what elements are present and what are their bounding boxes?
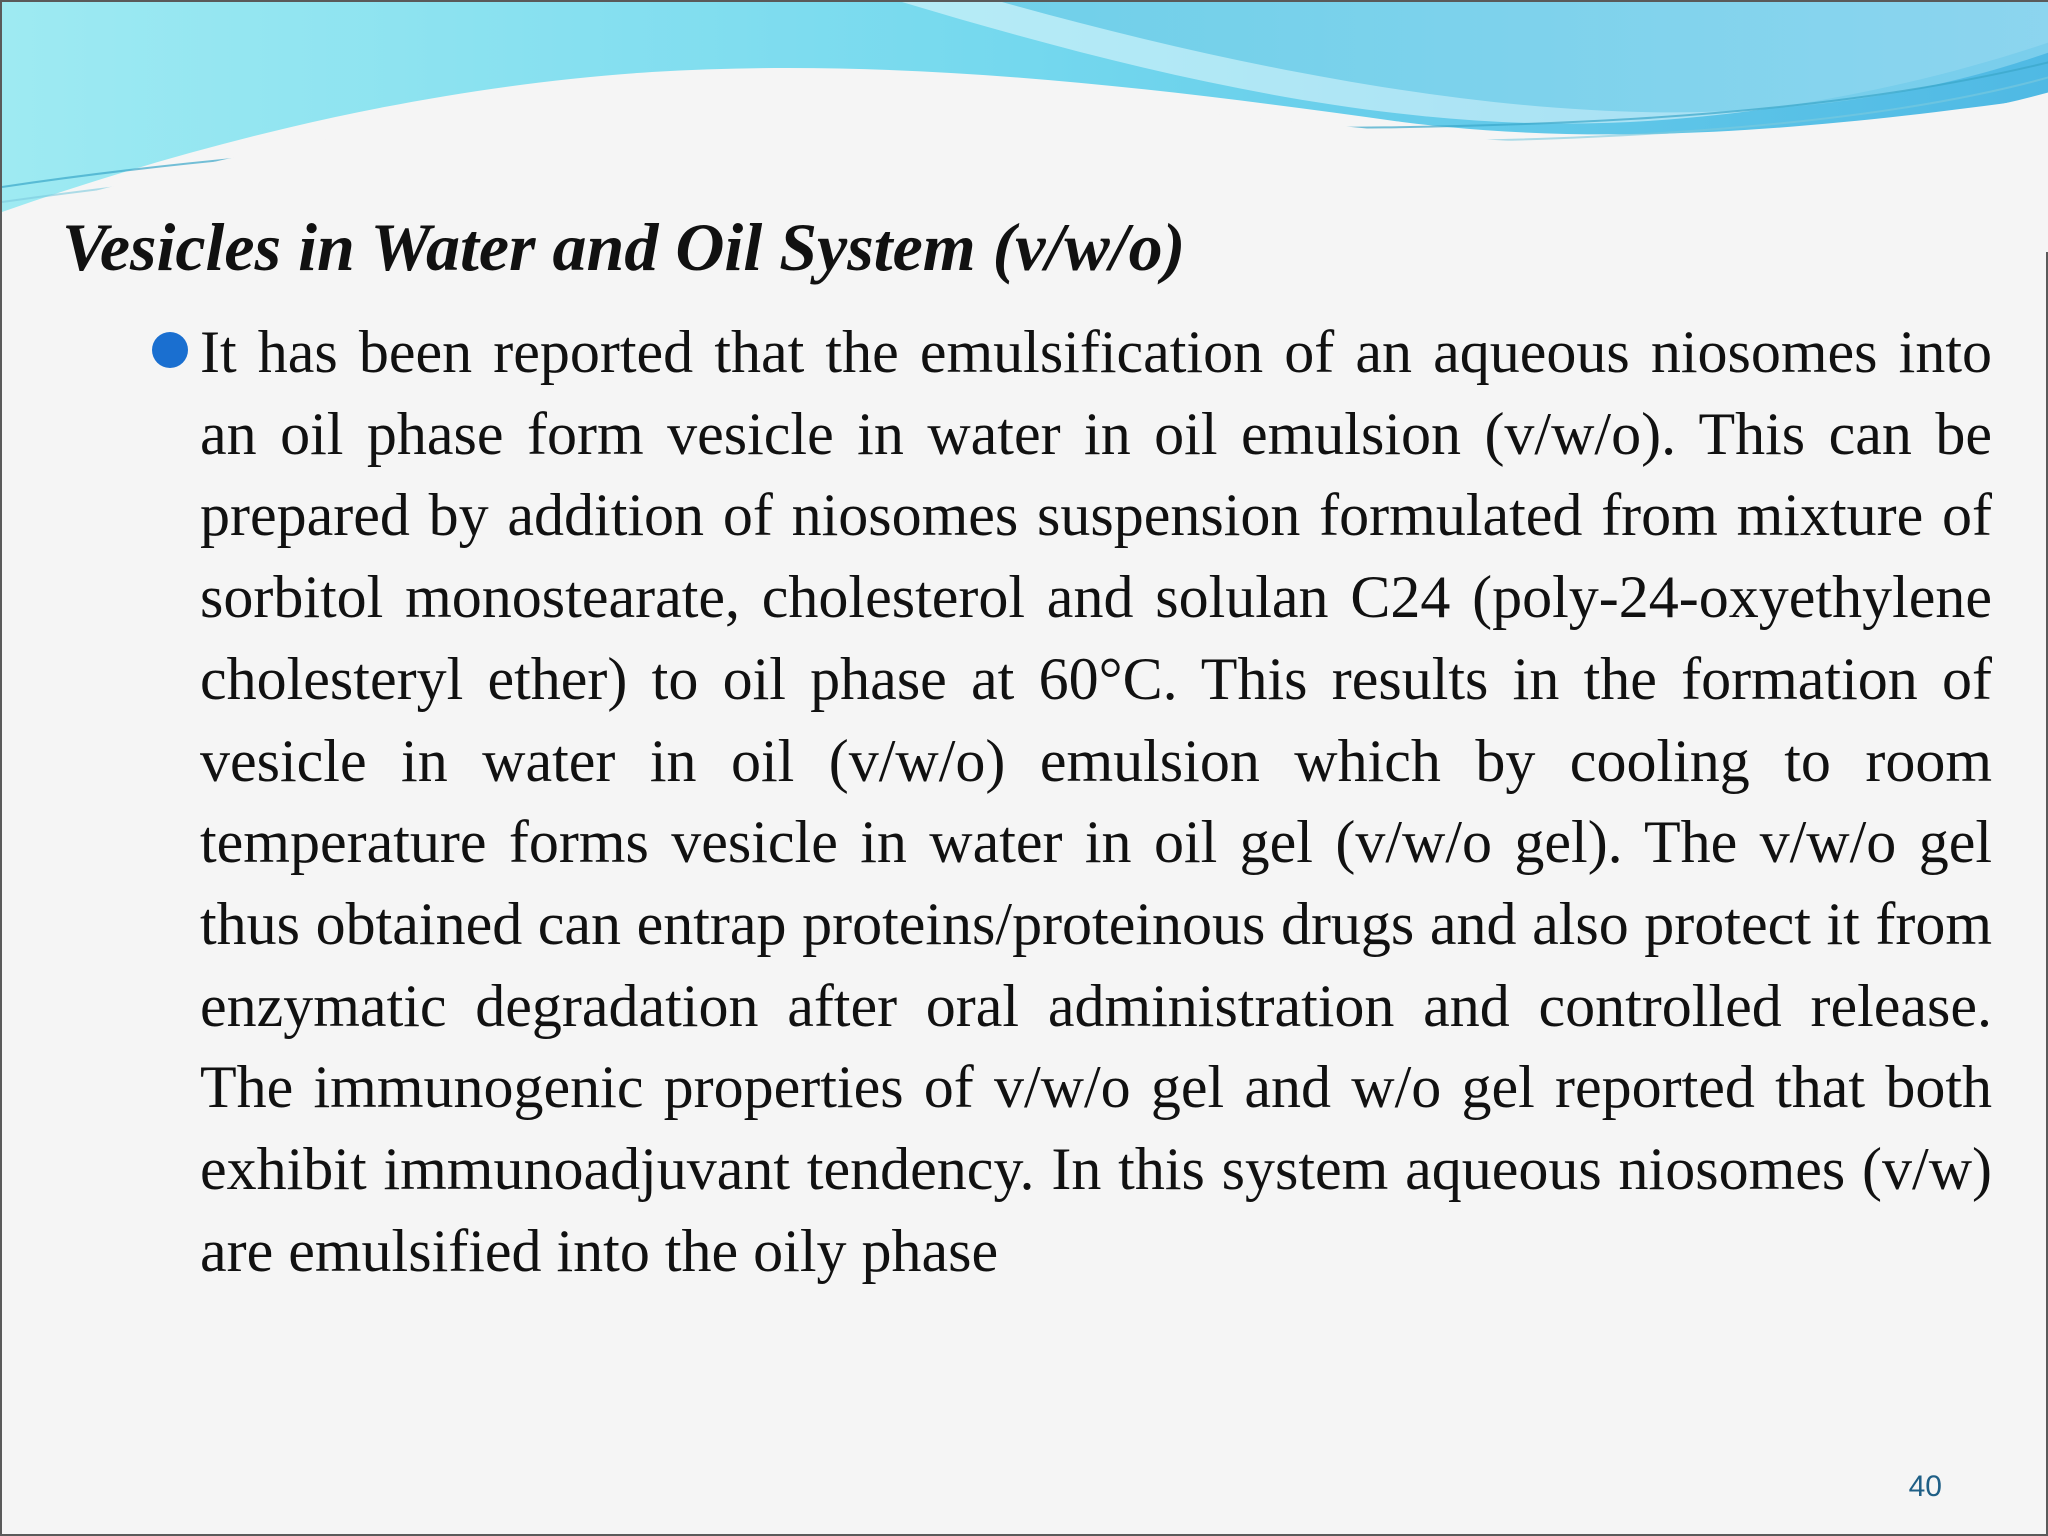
slide-title: Vesicles in Water and Oil System (v/w/o) [62, 209, 1186, 285]
page-number: 40 [1908, 1470, 1942, 1503]
bullet-paragraph: It has been reported that the emulsification of an aqueous niosomes into an oil phase form vesicle in water in oil emulsion (v/w/o). This can be prepared by addition of niosomes suspension formulated from mixture of sorbitol monostearate, cholesterol and solulan C24 (poly-24-oxyethylene cholesteryl ether) to oil phase at 60°C. This results in the formation of vesicle in water in oil (v/w/o) emulsion which by cooling to room temperature forms vesicle in water in oil gel (v/w/o gel). The v/w/o gel thus obtained can entrap proteins/proteinous drugs and also protect it from enzymatic degradation after oral administration and controlled release. The immunogenic properties of v/w/o gel and w/o gel reported that both exhibit immunoadjuvant tendency. In this system aqueous niosomes (v/w) are emulsified into the oily phase [200, 319, 1992, 1284]
bullet-dot-icon [152, 332, 188, 368]
